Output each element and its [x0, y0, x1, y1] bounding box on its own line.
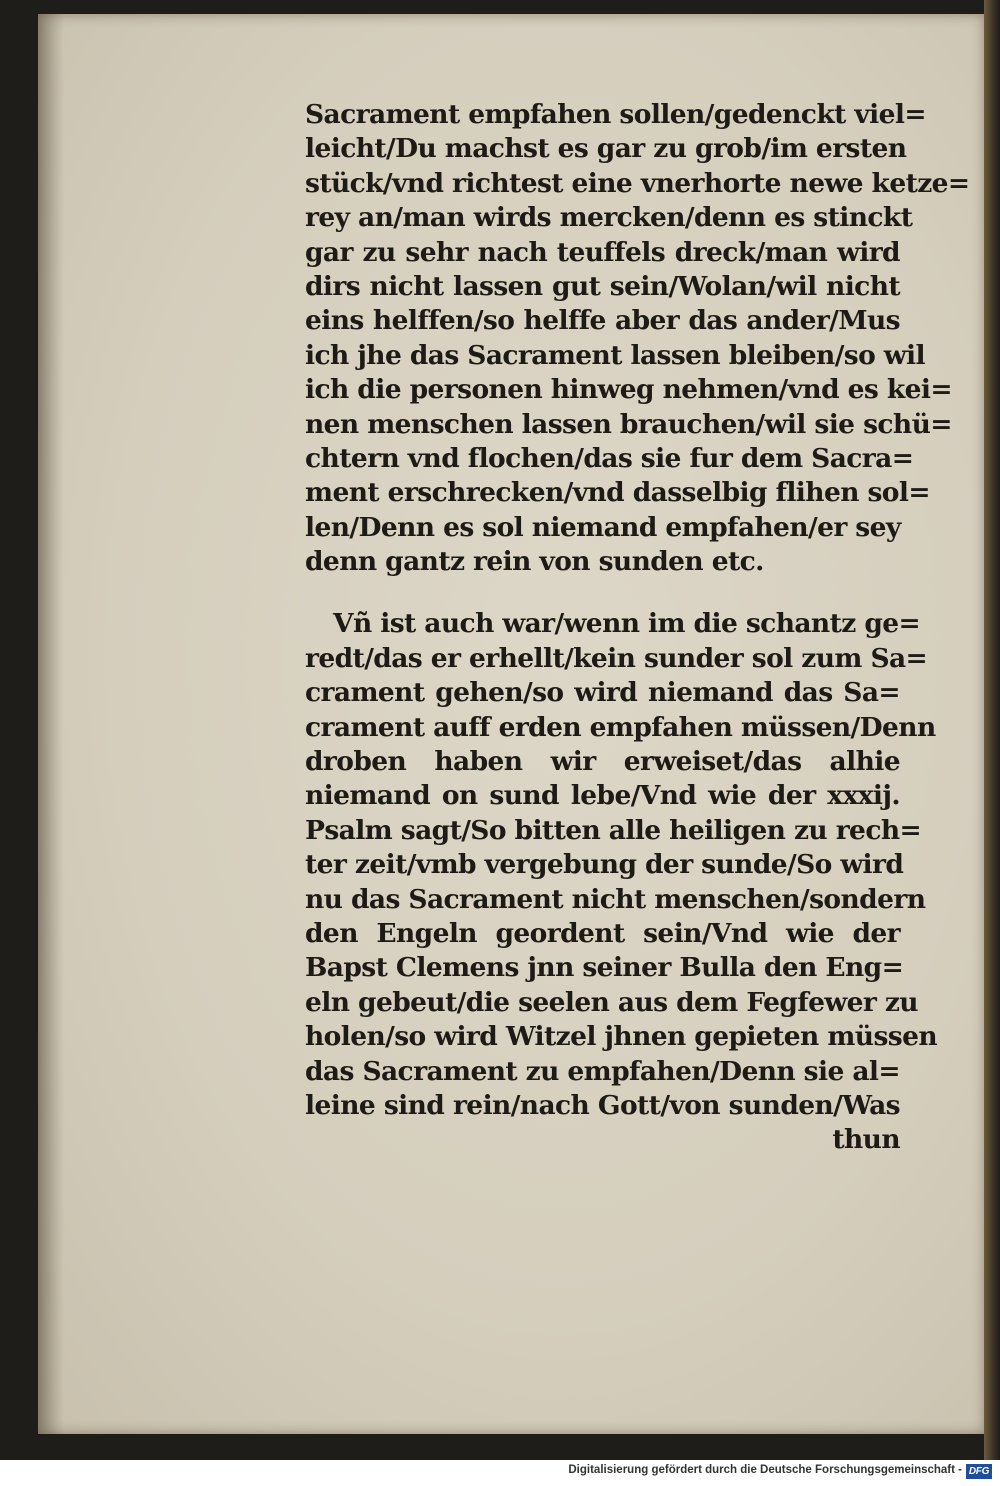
text-line: ment erschrecken/vnd dasselbig flihen sol= — [305, 477, 930, 509]
text-line: chtern vnd flochen/das sie fur dem Sacra= — [305, 442, 914, 474]
text-line: nu das Sacrament nicht menschen/sondern — [305, 883, 926, 915]
text-line: rey an/man wirds mercken/denn es stinckt — [305, 202, 913, 234]
text-line: leine sind rein/nach Gott/von sunden/Was — [305, 1089, 900, 1121]
text-line: das Sacrament zu empfahen/Denn sie al= — [305, 1055, 900, 1087]
page-text — [305, 98, 970, 1158]
text-line: Psalm sagt/So bitten alle heiligen zu rech= — [305, 814, 922, 846]
text-line: crament auff erden empfahen müssen/Denn — [305, 711, 936, 743]
text-line: denn gantz rein von sunden etc. — [305, 546, 764, 578]
text-line: droben haben wir erweiset/das alhie — [305, 746, 900, 778]
book-edge — [984, 0, 1000, 1460]
text-line: ich die personen hinweg nehmen/vnd es kei= — [305, 374, 952, 406]
text-line: len/Denn es sol niemand empfahen/er sey — [305, 511, 901, 543]
paragraph-gap — [305, 579, 900, 607]
text-line: nen menschen lassen brauchen/wil sie schü= — [305, 408, 952, 440]
text-line: holen/so wird Witzel jhnen gepieten müssen — [305, 1021, 938, 1053]
text-line: stück/vnd richtest eine vnerhorte newe ketze= — [305, 167, 970, 199]
text-line: gar zu sehr nach teuffels dreck/man wird — [305, 236, 900, 268]
page-gutter-shadow — [38, 14, 64, 1434]
footer-bar — [0, 1460, 1000, 1486]
catchword: thun — [832, 1124, 900, 1156]
text-line: niemand on sund lebe/Vnd wie der xxxij. — [305, 780, 900, 812]
text-line: Vñ ist auch war/wenn im die schantz ge= — [333, 608, 921, 640]
dfg-logo: DFG — [966, 1464, 992, 1479]
text-line: Sacrament empfahen sollen/gedenckt viel= — [305, 99, 926, 130]
paragraph-2 — [305, 607, 938, 1123]
text-line: leicht/Du machst es gar zu grob/im ersten — [305, 133, 907, 165]
text-line: crament gehen/so wird niemand das Sa= — [305, 677, 900, 709]
paragraph-1 — [305, 98, 970, 579]
text-line: den Engeln geordent sein/Vnd wie der — [305, 917, 900, 949]
text-line: dirs nicht lassen gut sein/Wolan/wil nicht — [305, 270, 900, 302]
text-line: Bapst Clemens jnn seiner Bulla den Eng= — [305, 952, 904, 984]
text-line: ich jhe das Sacrament lassen bleiben/so wil — [305, 339, 925, 371]
funding-credit: Digitalisierung gefördert durch die Deutsche Forschungsgemeinschaft - — [568, 1464, 962, 1476]
text-line: eins helffen/so helffe aber das ander/Mus — [305, 305, 900, 337]
text-line: ter zeit/vmb vergebung der sunde/So wird — [305, 849, 904, 881]
text-line: redt/das er erhellt/kein sunder sol zum Sa= — [305, 642, 928, 674]
text-line: eln gebeut/die seelen aus dem Fegfewer zu — [305, 986, 918, 1018]
